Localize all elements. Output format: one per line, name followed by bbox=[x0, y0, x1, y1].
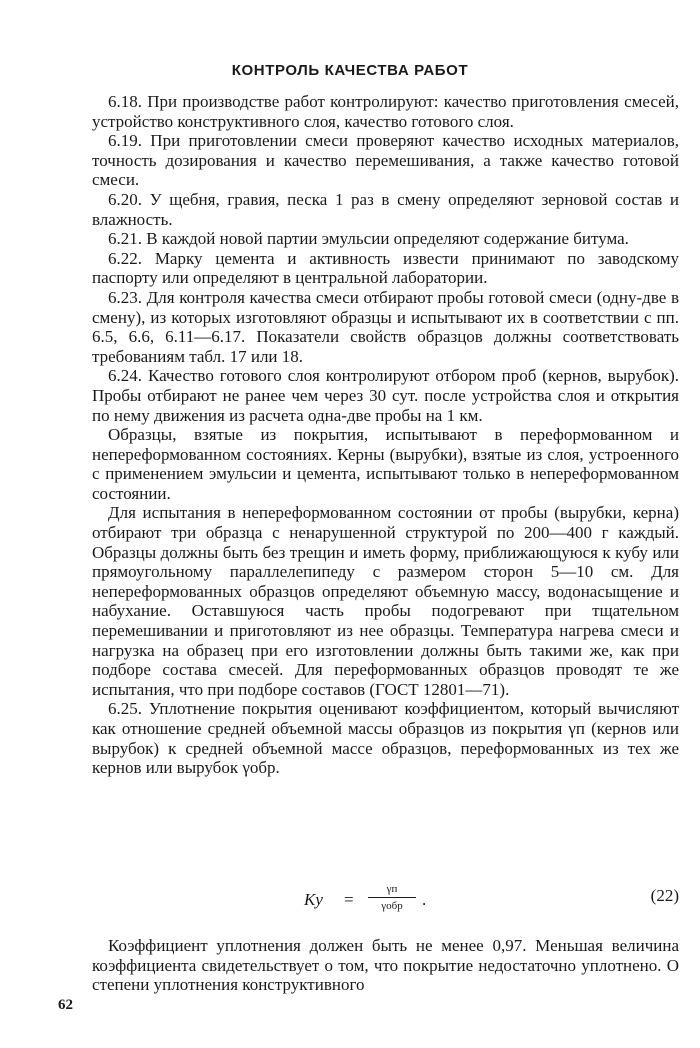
body-text-continued bbox=[92, 936, 679, 995]
formula-numerator: γп bbox=[386, 883, 398, 895]
paragraph-6-19: 6.19. При приготовлении смеси проверяют качество исходных материалов, точность дозирования и качество перемешивания, а также качество готовой смеси. bbox=[92, 131, 679, 190]
paragraph-6-21: 6.21. В каждой новой партии эмульсии определяют содержание битума. bbox=[108, 229, 629, 249]
formula-number: (22) bbox=[650, 886, 679, 905]
paragraph-6-24: 6.24. Качество готового слоя контролируют отбором проб (кернов, вырубок). Пробы отбирают не ранее чем через 30 сут. после устройства слоя и открытия по нему движения из расчета одна-две пробы на 1 км. bbox=[92, 366, 679, 425]
page-title: КОНТРОЛЬ КАЧЕСТВА РАБОТ bbox=[231, 62, 469, 79]
body-text bbox=[92, 92, 679, 778]
paragraph-6-23: 6.23. Для контроля качества смеси отбирают пробы готовой смеси (одну-две в смену), из которых изготовляют образцы и испытывают их в соответствии с пп. 6.5, 6.6, 6.11—6.17. Показатели свойств образцов должны соответствовать требованиям табл. 17 или 18. bbox=[92, 287, 679, 366]
formula-denominator: γобр bbox=[381, 900, 403, 912]
paragraph-6-25: 6.25. Уплотнение покрытия оценивают коэффициентом, который вычисляют как отношение средней объемной массы образцов из покрытия γп (кернов или вырубок) к средней объемной массе образцов, переформованных из тех же кернов или вырубок γобр. bbox=[92, 699, 679, 778]
fraction-bar bbox=[368, 897, 416, 898]
formula-fraction bbox=[368, 882, 416, 913]
paragraph-coefficient: Коэффициент уплотнения должен быть не менее 0,97. Меньшая величина коэффициента свидетельствует о том, что покрытие недостаточно уплотнено. О степени уплотнения конструктивного bbox=[92, 936, 679, 995]
paragraph-6-18: 6.18. При производстве работ контролируют: качество приготовления смесей, устройство конструктивного слоя, качество готового слоя. bbox=[92, 92, 679, 131]
page-number: 62 bbox=[58, 997, 73, 1013]
paragraph-samples: Образцы, взятые из покрытия, испытывают в переформованном и непереформованном состояниях. Керны (вырубки), взятые из слоя, устроенного с применением эмульсии и цемента, испытывают только в непереформованном состоянии. bbox=[92, 425, 679, 503]
formula-22 bbox=[92, 878, 679, 922]
paragraph-6-22: 6.22. Марку цемента и активность извести принимают по заводскому паспорту или определяют в центральной лаборатории. bbox=[92, 248, 679, 288]
formula-lhs: Kу bbox=[304, 890, 323, 909]
formula-period: . bbox=[422, 890, 427, 909]
formula-equals: = bbox=[344, 890, 354, 909]
paragraph-testing: Для испытания в непереформованном состоянии от пробы (вырубки, керна) отбирают три образца с ненарушенной структурой по 200—400 г каждый. Образцы должны быть без трещин и иметь форму, приближающуюся к кубу или прямоугольному параллелепипеду с размером сторон 5—10 см. Для непереформованных образцов определяют объемную массу, водонасыщение и набухание. Оставшуюся часть пробы подогревают при тщательном перемешивании и приготовляют из нее образцы. Температура нагрева смеси и нагрузка на образец при его изготовлении должны быть такими же, как при подборе состава смесей. Для переформованных образцов проводят те же испытания, что при подборе составов (ГОСТ 12801—71). bbox=[92, 503, 679, 699]
paragraph-6-20: 6.20. У щебня, гравия, песка 1 раз в смену определяют зерновой состав и влажность. bbox=[92, 189, 679, 229]
